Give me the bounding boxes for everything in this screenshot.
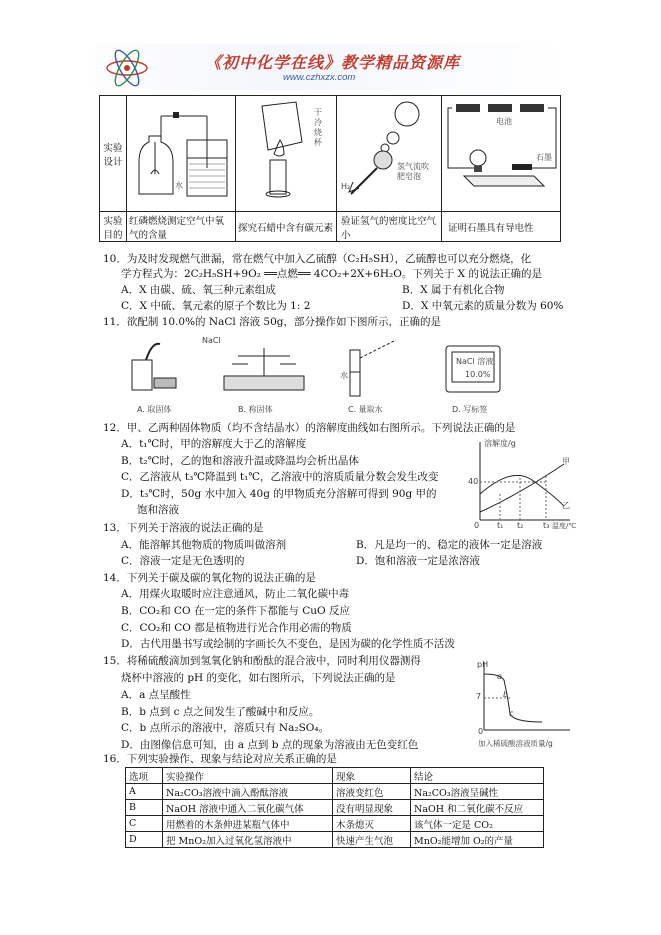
header-phenomenon: 现象	[333, 768, 411, 784]
q15-graph-b: b	[503, 690, 509, 699]
q12-option-a: A．t₁℃时，甲的溶解度大于乙的溶解度	[121, 438, 307, 450]
cell-operation: 用燃着的木条伸进某瓶气体中	[163, 816, 333, 832]
q14-option-c: C．CO₂和 CO 都是植物进行光合作用必需的物质	[121, 622, 352, 634]
q12-graph-t3: t₃	[543, 521, 550, 530]
q12-graph-xlabel: 温度/℃	[552, 522, 577, 530]
experiment-table	[99, 95, 561, 242]
q15-option-b: B．b 点到 c 点之间发生了酸碱中和反应。	[121, 706, 320, 718]
cell-option: B	[126, 800, 163, 816]
row-label-design: 实验设计	[100, 96, 127, 212]
q15-graph-a: a	[497, 672, 502, 681]
q12-graph-t2: t₂	[517, 521, 524, 530]
table-row	[126, 832, 544, 848]
q11-caption-b: B. 称固体	[238, 405, 273, 414]
q14-stem: 14．下列关于碳及碳的氧化物的说法正确的是	[103, 572, 316, 584]
cell-option: D	[126, 832, 163, 848]
q15-option-c: C．b 点所示的溶液中，溶质只有 Na₂SO₄。	[121, 722, 330, 734]
cell-option: C	[126, 816, 163, 832]
purpose-2: 探究石蜡中含有碳元素	[236, 212, 337, 242]
q12-stem: 12．甲、乙两种固体物质（均不含结晶水）的溶解度曲线如右图所示。下列说法正确的是	[103, 422, 516, 434]
q12-graph-origin: 0	[474, 521, 480, 530]
label-h2: H₂	[341, 182, 351, 191]
q10-stem: 10．为及时发现燃气泄漏，常在燃气中加入乙硫醇（C₂H₅SH），乙硫醇也可以充分燃烧，化	[103, 253, 532, 265]
diagram-candle	[236, 96, 337, 212]
header-operation: 实验操作	[163, 768, 333, 784]
q11-caption-a: A. 取固体	[137, 405, 172, 414]
cell-operation: Na₂CO₃溶液中滴入酚酞溶液	[163, 784, 333, 800]
q13-option-a: A．能溶解其他物质的物质叫做溶剂	[121, 539, 287, 551]
cell-option: A	[126, 784, 163, 800]
cell-operation: 把 MnO₂加入过氧化氢溶液中	[163, 832, 333, 848]
q12-solubility-graph	[466, 436, 574, 528]
q13-option-c: C．溶液一定是无色透明的	[121, 555, 245, 567]
q14-option-a: A．用煤火取暖时应注意通风，防止二氧化碳中毒	[121, 588, 350, 600]
q12-option-d2: 饱和溶液	[137, 504, 179, 516]
label-graphite: 石墨	[536, 153, 552, 162]
banner-title: 《初中化学在线》教学精品资源库	[205, 53, 461, 72]
purpose-1: 红磷燃烧测定空气中氧气的含量	[127, 212, 236, 242]
cell-phenomenon: 没有明显现象	[333, 800, 411, 816]
q14-option-d: D．古代用墨书写或绘制的字画长久不变色，是因为碳的化学性质不活泼	[121, 638, 455, 650]
q12-graph-jia: 甲	[562, 457, 570, 466]
purpose-3: 验证氢气的密度比空气小	[337, 212, 442, 242]
diagram-graphite-circuit	[442, 96, 561, 212]
label-dry-cup: 干冷烧杯	[314, 108, 322, 147]
q15-graph-c: c	[509, 709, 514, 718]
curve-jia	[480, 464, 564, 512]
q11-tag-line1: NaCl 溶液	[456, 357, 494, 366]
q12-graph-yi: 乙	[562, 501, 570, 510]
q16-table	[125, 767, 544, 848]
diagram-red-phosphorus	[127, 96, 236, 212]
label-bubble: 氢气流吹肥皂泡	[397, 162, 429, 181]
q13-option-b: B．凡是均一的、稳定的液体一定是溶液	[356, 539, 543, 551]
q11-caption-d: D. 写标签	[452, 405, 488, 414]
diagram-hydrogen-bubble	[337, 96, 442, 212]
q10-stem2: 学方程式为：2C₂H₅SH+9O₂ ══点燃══ 4CO₂+2X+6H₂O。下列关于 X 的说法正确的是	[121, 268, 542, 280]
q11-diagrams	[128, 336, 508, 406]
q10-option-d: D．X 中氧元素的质量分数为 60%	[402, 300, 564, 312]
q15-graph-xlabel: 加入稀硫酸溶液质量/g	[478, 739, 553, 748]
table-header-row	[126, 768, 544, 784]
header-option: 选项	[126, 768, 163, 784]
q15-graph-y7: 7	[476, 692, 482, 701]
cell-operation: NaOH 溶液中通入二氧化碳气体	[163, 800, 333, 816]
table-row	[126, 800, 544, 816]
q11-caption-c: C. 量取水	[348, 405, 383, 414]
q11-tag-line2: 10.0%	[465, 370, 491, 379]
q11-water-label: 水	[340, 371, 348, 380]
cell-conclusion: NaOH 和二氧化碳不反应	[411, 800, 544, 816]
label-water: 水	[175, 181, 183, 190]
q13-stem: 13．下列关于溶液的说法正确的是	[103, 522, 264, 534]
cell-conclusion: MnO₂能增加 O₂的产量	[411, 832, 544, 848]
cell-phenomenon: 溶液变红色	[333, 784, 411, 800]
q15-graph-origin: 0	[478, 727, 484, 736]
q14-option-b: B．CO₂和 CO 在一定的条件下都能与 CuO 反应	[121, 605, 350, 617]
q10-option-b: B．X 属于有机化合物	[402, 284, 505, 296]
q12-graph-y40: 40	[468, 477, 479, 486]
q15-option-a: A．a 点呈酸性	[121, 689, 191, 701]
cell-phenomenon: 木条熄灭	[333, 816, 411, 832]
q12-graph-t1: t₁	[497, 521, 504, 530]
row-label-purpose: 实验目的	[100, 212, 127, 242]
q15-stem: 15．将稀硫酸滴加到氢氧化钠和酚酞的混合液中，同时利用仪器测得	[103, 655, 421, 667]
banner-url: www.czhxzx.com	[283, 72, 356, 83]
q16-stem: 16．下列实验操作、现象与结论对应关系正确的是	[103, 753, 337, 765]
q15-ph-graph	[470, 658, 574, 738]
label-battery: 电池	[496, 117, 512, 126]
cell-conclusion: 该气体一定是 CO₂	[411, 816, 544, 832]
q11-stem: 11．欲配制 10.0%的 NaCl 溶液 50g，部分操作如下图所示，正确的是	[103, 316, 441, 328]
atom-logo-icon	[103, 48, 151, 88]
q10-option-a: A．X 由碳、硫、氧三种元素组成	[121, 284, 276, 296]
q11-nacl-label: NaCl	[202, 336, 221, 345]
q15-option-d: D．由图像信息可知，由 a 点到 b 点的现象为溶液由无色变红色	[121, 739, 419, 751]
q12-option-c: C．乙溶液从 t₃℃降温到 t₁℃，乙溶液中的溶质质量分数会发生改变	[121, 471, 439, 483]
q15-graph-ylabel: pH	[477, 660, 489, 669]
q15-stem2: 烧杯中溶液的 pH 的变化，如右图所示，下列说法正确的是	[121, 672, 396, 684]
cell-phenomenon: 快速产生气泡	[333, 832, 411, 848]
q13-option-d: D．饱和溶液一定是浓溶液	[356, 555, 480, 567]
q10-option-c: C．X 中硫、氧元素的原子个数比为 1: 2	[121, 300, 311, 312]
table-row	[126, 816, 544, 832]
q12-graph-ylabel: 溶解度/g	[484, 439, 516, 448]
q12-option-b: B．t₂℃时，乙的饱和溶液升温或降温均会析出晶体	[121, 455, 359, 467]
cell-conclusion: Na₂CO₃溶液呈碱性	[411, 784, 544, 800]
purpose-4: 证明石墨具有导电性	[442, 212, 561, 242]
table-row	[126, 784, 544, 800]
header-conclusion: 结论	[411, 768, 544, 784]
q12-option-d: D．t₃℃时，50g 水中加入 40g 的甲物质充分溶解可得到 90g 甲的	[121, 488, 437, 500]
